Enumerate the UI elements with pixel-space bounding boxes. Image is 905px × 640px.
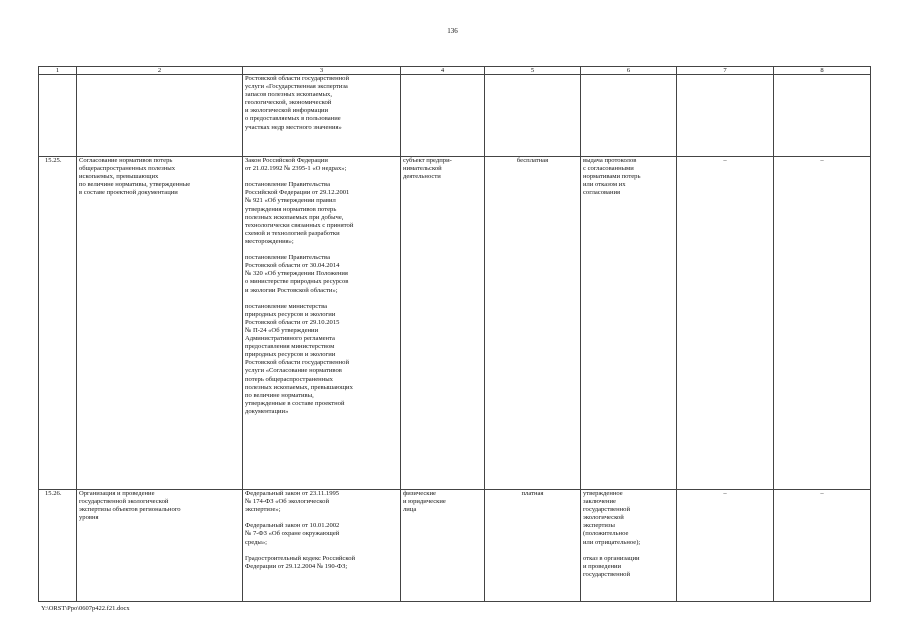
legal-basis-cell-line: Российской Федерации от 29.12.2001 xyxy=(245,189,350,197)
legal-basis-cell-line: геологической, экономической xyxy=(245,99,332,107)
legal-basis-cell xyxy=(243,75,401,157)
legal-basis-cell-line: № 7-ФЗ «Об охране окружающей xyxy=(245,530,340,538)
service-name-cell xyxy=(77,75,243,157)
services-table xyxy=(38,66,871,602)
legal-basis-cell-line: Федерации от 29.12.2004 № 190-ФЗ; xyxy=(245,562,348,570)
file-path-footer: Y:\ORST\Ppo\0607p422.f21.docx xyxy=(41,605,130,612)
row-number-cell: 15.25. xyxy=(39,157,77,490)
service-name-cell-line: уровня xyxy=(79,514,99,522)
legal-basis-cell-line: постановление Правительства xyxy=(245,254,331,262)
legal-basis-cell-line xyxy=(245,547,398,555)
legal-basis-cell-line: месторождения»; xyxy=(245,237,294,245)
column-7-cell: – xyxy=(677,490,774,602)
column-number: 4 xyxy=(401,67,485,75)
legal-basis-cell-line: утвержденные в составе проектной xyxy=(245,399,345,407)
legal-basis-cell-line: Ростовской области государственной xyxy=(245,359,350,367)
service-name-cell-line: государственной экологической xyxy=(79,498,169,506)
service-name-cell xyxy=(77,157,243,490)
legal-basis-cell-line: полезных ископаемых, превышающих xyxy=(245,383,353,391)
column-number: 3 xyxy=(243,67,401,75)
legal-basis-cell-line: Ростовской области от 29.10.2015 xyxy=(245,318,340,326)
legal-basis-cell-line: № 174-ФЗ «Об экологической xyxy=(245,498,330,506)
legal-basis-cell-line: утверждения нормативов потерь xyxy=(245,205,337,213)
column-8-cell: – xyxy=(774,490,871,602)
legal-basis-cell-line xyxy=(245,514,398,522)
result-cell-line: государственной xyxy=(583,570,630,578)
legal-basis-cell-line: услуги «Согласование нормативов xyxy=(245,367,342,375)
legal-basis-cell-line: услуги «Государственная экспертиза xyxy=(245,83,348,91)
result-cell-line: экспертизы xyxy=(583,522,615,530)
legal-basis-cell-line: экспертизе»; xyxy=(245,506,281,514)
fee-cell: бесплатная xyxy=(485,157,581,490)
result-cell xyxy=(581,490,677,602)
column-number-row xyxy=(39,67,871,75)
result-cell xyxy=(581,75,677,157)
legal-basis-cell-line: постановление Правительства xyxy=(245,181,331,189)
applicant-cell-line: субъект предпри- xyxy=(403,157,452,164)
service-name-cell-line: Организация и проведение xyxy=(79,490,155,497)
legal-basis-cell-line: Градостроительный кодекс Российской xyxy=(245,554,356,562)
fee-cell: платная xyxy=(485,490,581,602)
legal-basis-cell-line: № П-24 «Об утверждении xyxy=(245,326,319,334)
legal-basis-cell xyxy=(243,157,401,490)
legal-basis-cell-line: предоставления министерством xyxy=(245,343,335,351)
column-number: 1 xyxy=(39,67,77,75)
legal-basis-cell-line: по величине нормативы, xyxy=(245,391,314,399)
service-name-cell-line: Согласование нормативов потерь xyxy=(79,157,173,164)
legal-basis-cell-line: от 21.02.1992 № 2395-1 «О недрах»; xyxy=(245,165,347,173)
legal-basis-cell-line: постановление министерства xyxy=(245,302,328,310)
column-8-cell xyxy=(774,75,871,157)
applicant-cell-line: и юридические xyxy=(403,498,446,506)
applicant-cell-line: физические xyxy=(403,490,436,497)
applicant-cell xyxy=(401,157,485,490)
legal-basis-cell-line: запасов полезных ископаемых, xyxy=(245,91,332,99)
legal-basis-cell-line xyxy=(245,246,398,254)
result-cell-line: выдача протоколов xyxy=(583,157,637,164)
legal-basis-cell-line: № 921 «Об утверждении правил xyxy=(245,197,336,205)
service-name-cell xyxy=(77,490,243,602)
column-8-cell: – xyxy=(774,157,871,490)
row-number-cell xyxy=(39,75,77,157)
service-name-cell-line: в составе проектной документации xyxy=(79,189,178,197)
legal-basis-cell xyxy=(243,490,401,602)
table-row xyxy=(39,75,871,157)
legal-basis-cell-line: и экологической информации xyxy=(245,107,329,115)
applicant-cell xyxy=(401,75,485,157)
legal-basis-cell-line: о предоставляемых в пользование xyxy=(245,115,341,123)
legal-basis-cell-line xyxy=(245,173,398,181)
legal-basis-cell-line xyxy=(245,295,398,303)
legal-basis-cell-line: среды»; xyxy=(245,538,267,546)
table-row xyxy=(39,157,871,490)
legal-basis-cell-line: Ростовской области государственной xyxy=(245,75,350,82)
column-number: 7 xyxy=(677,67,774,75)
legal-basis-cell-line: Закон Российской Федерации xyxy=(245,157,328,164)
applicant-cell-line: деятельности xyxy=(403,173,441,181)
result-cell-line xyxy=(583,547,674,555)
legal-basis-cell-line: природных ресурсов и экологии xyxy=(245,351,336,359)
result-cell xyxy=(581,157,677,490)
result-cell-line: государственной xyxy=(583,506,630,514)
legal-basis-cell-line: полезных ископаемых при добыче, xyxy=(245,213,344,221)
result-cell-line: или отрицательное); xyxy=(583,538,641,546)
result-cell-line: (положительное xyxy=(583,530,629,538)
applicant-cell xyxy=(401,490,485,602)
column-7-cell xyxy=(677,75,774,157)
column-number: 6 xyxy=(581,67,677,75)
column-number: 5 xyxy=(485,67,581,75)
service-name-cell-line: общераспространенных полезных xyxy=(79,165,175,173)
service-name-cell-line: по величине нормативы, утвержденные xyxy=(79,181,191,189)
applicant-cell-line: лица xyxy=(403,506,417,514)
result-cell-line: согласования xyxy=(583,189,621,197)
legal-basis-cell-line: Ростовской области от 30.04.2014 xyxy=(245,262,340,270)
column-7-cell: – xyxy=(677,157,774,490)
legal-basis-cell-line: документации» xyxy=(245,407,289,415)
legal-basis-cell-line: Административного регламента xyxy=(245,335,335,343)
legal-basis-cell-line: Федеральный закон от 23.11.1995 xyxy=(245,490,340,497)
legal-basis-cell-line: № 320 «Об утверждении Положения xyxy=(245,270,348,278)
legal-basis-cell-line: о министерстве природных ресурсов xyxy=(245,278,349,286)
result-cell-line: отказ в организации xyxy=(583,554,640,562)
legal-basis-cell-line: участках недр местного значения» xyxy=(245,123,342,131)
legal-basis-cell-line: Федеральный закон от 10.01.2002 xyxy=(245,522,340,530)
legal-basis-cell-line: потерь общераспространенных xyxy=(245,375,333,383)
result-cell-line: нормативами потерь xyxy=(583,173,641,181)
result-cell-line: утвержденное xyxy=(583,490,623,497)
applicant-cell-line: нимательской xyxy=(403,165,442,173)
service-name-cell-line: ископаемых, превышающих xyxy=(79,173,159,181)
legal-basis-cell-line: технологически связанных с принятой xyxy=(245,221,354,229)
legal-basis-cell-line: и экологии Ростовской области»; xyxy=(245,286,338,294)
table-row xyxy=(39,490,871,602)
result-cell-line: заключение xyxy=(583,498,616,506)
result-cell-line: с согласованными xyxy=(583,165,634,173)
result-cell-line: и проведении xyxy=(583,562,622,570)
row-number-cell: 15.26. xyxy=(39,490,77,602)
page-number: 136 xyxy=(447,27,458,35)
result-cell-line: или отказом их xyxy=(583,181,626,189)
column-number: 2 xyxy=(77,67,243,75)
service-name-cell-line: экспертизы объектов регионального xyxy=(79,506,181,514)
result-cell-line: экологической xyxy=(583,514,624,522)
legal-basis-cell-line: схемой и технологией разработки xyxy=(245,229,340,237)
fee-cell xyxy=(485,75,581,157)
column-number: 8 xyxy=(774,67,871,75)
legal-basis-cell-line: природных ресурсов и экологии xyxy=(245,310,336,318)
